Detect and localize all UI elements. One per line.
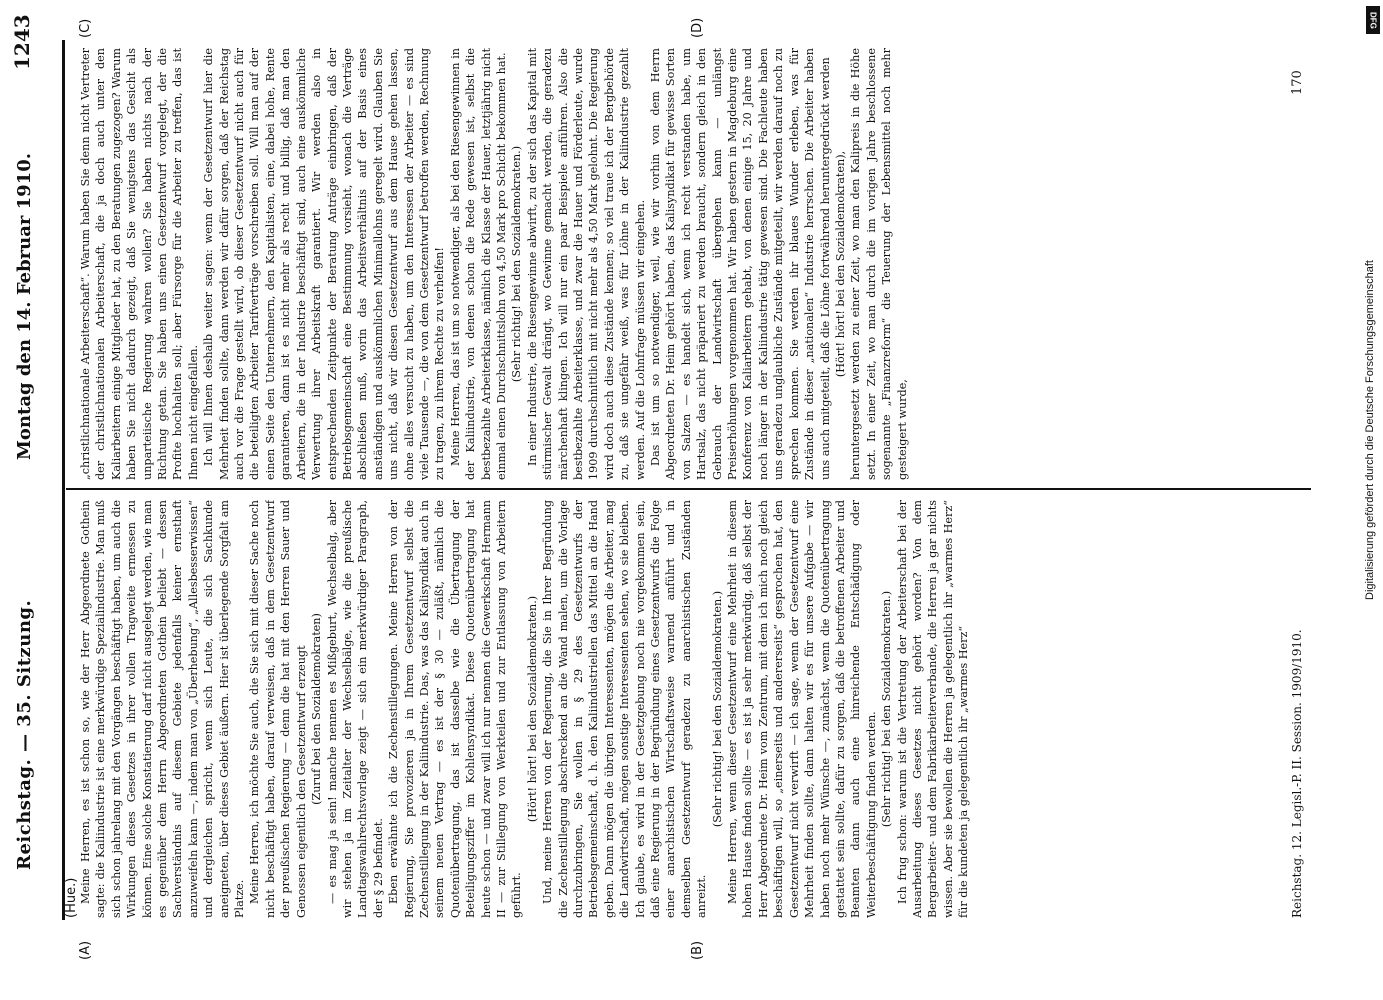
interjection: (Zuruf bei den Sozialdemokraten) (310, 613, 324, 805)
paragraph: In einer Industrie, die Riesengewinne abwirft, zu der sich das Kapital mit stürmischer Gewalt drängt, wo Gewinne gemacht werden, die geradezu märchenhaft klingen. Ich will nur ein paar Beispiele anführen. Also die bestbezahlte Arbeiterklasse, und zwar die Hauer und Förderleute, wurde 1909 durchschnittlich mit nicht mehr als 4,50 Mark gelohnt. Die Regierung wird doch auch diese Zustände kennen; so viel traue ich der Bergbehörde zu, daß sie ungefähr weiß, was für Löhne in der Kaliindustrie gezahlt werden. Auf die Lohnfrage müssen wir eingehen. (525, 48, 647, 480)
paragraph: „christlichnationale Arbeiterschaft“. Warum haben Sie denn nicht Vertreter der christlichnationalen Arbeiterschaft, die ja doch auch unter den Kaliarbeitern einige Mitglieder hat, zu den Beratungen zugezogen? Warum haben Sie nicht dadurch gezeigt, daß Sie wenigstens das Gesicht als unparteiische Regierung wahren wollen? Sie haben nichts nach der Richtung getan. Sie haben uns einen Gesetzentwurf vorgelegt, der die Profite hochhalten soll; aber Fürsorge für die Arbeiter zu treffen, das ist Ihnen nicht eingefallen. (79, 48, 200, 480)
margin-marker-a: (A) (78, 940, 93, 960)
page-number: 1243 (10, 14, 34, 70)
paragraph: Ich frug schon: warum ist die Vertretung der Arbeiterschaft bei der Ausarbeitung dieses Gesetzes nicht gehört worden? Von dem Bergarbeiter- und dem Fabrikarbeiterverbande, die Herren ja gar nichts wissen. Aber sie bewollen die Herren ja gelegentlich ihr „warmes Herz“ für die kundeten ja gelegentlich ihr „warmes Herz“ (895, 500, 971, 918)
interjection: (Hört! hört! bei den Sozialdemokraten), (833, 150, 847, 378)
paragraph: Das ist um so notwendiger, weil, wie wir vorhin von dem Herrn Abgeordneten Dr. Heim gehört haben, das Kalisyndikat für gewisse Sorten von Salzen — es handelt sich, wenn ich recht verstanden habe, um Hartsalz, das nicht präpariert zu werden braucht, sondern gleich in den Gebrauch der Landwirtschaft übergehen kann — unlängst Preiserhöhungen vorgenommen hat. Wir haben gestern in Magdeburg eine Konferenz von Kaliarbeitern gehabt, von denen einige 15, 20 Jahre und noch länger in der Kaliindustrie tätig gewesen sind. Die Fachleute haben uns geradezu unglaubliche Zustände mitgeteilt, wir werden darauf noch zu sprechen kommen. Sie werden ihr blaues Wunder erleben, was für Zustände in dieser „nationalen“ Industrie herrschen. Die Arbeiter haben uns auch mitgeteilt, daß die Löhne fortwährend heruntergedrückt werden (649, 48, 832, 480)
paragraph: heruntergesetzt werden zu einer Zeit, wo man den Kalipreis in die Höhe setzt. In einer Zeit, wo man durch die im vorigen Jahre beschlossene sogenannte „Finanzreform“ die Teuerung der Lebensmittel noch mehr gesteigert wurde, (849, 48, 909, 480)
margin-speaker: (Hue.) (64, 877, 79, 918)
paragraph: Meine Herren, das ist um so notwendiger, als bei den Riesengewinnen in der Kaliindustrie, von denen schon die Rede gewesen ist, selbst die bestbezahlte Arbeiterklasse, nämlich die Klasse der Hauer, letztjährig nicht einmal einen Durchschnittslohn von 4,50 Mark pro Schicht bekommen hat. (448, 48, 508, 480)
column-divider (66, 488, 1311, 490)
interjection: (Hört! hört! bei den Sozialdemokraten.) (525, 595, 539, 823)
header-rule (62, 40, 65, 920)
interjection: (Sehr richtig! bei den Sozialdemokraten.) (510, 145, 524, 383)
text-column-left (78, 500, 1278, 918)
paragraph: — es mag ja sein! manche nennen es Mißgeburt, Wechselbalg, aber wir stehen ja im Zeitalter der Wechselbälge, wie die preußische Landtagswahlrechtsvorlage zeigt — sich ein merkwürdiger Paragraph, der § 29 befindet. (325, 500, 385, 918)
interjection: (Sehr richtig! bei den Sozialdemokraten.) (880, 590, 894, 828)
paragraph: Eben erwähnte ich die Zechenstillegungen. Meine Herren von der Regierung, Sie provozieren ja in Ihrem Gesetzentwurf selbst die Zechenstillegung in der Kaliindustrie. Das, was das Kalisyndikat auch in seinem neuen Vertrag — es ist der § 30 — zuläßt, nämlich die Quotenübertragung, das ist dasselbe wie die Übertragung der Beteiligungsziffer im Kohlensyndikat. Diese Quotenübertragung hat heute schon — und zwar will ich nur nennen die Gewerkschaft Hermann II — zur Stillegung von Werkteilen und zur Entlassung von Arbeitern geführt. (387, 500, 524, 918)
header-left: Reichstag. — 35. Sitzung. (14, 599, 35, 870)
paragraph: Meine Herren, ich möchte Sie auch, die Sie sich mit dieser Sache noch nicht beschäftigt haben, darauf verweisen, daß in dem Gesetzentwurf der preußischen Regierung — denn die hat mit den Herren Sauer und Genossen eigentlich den Gesetzentwurf erzeugt (248, 500, 308, 918)
header-right: Montag den 14. Februar 1910. (14, 152, 35, 460)
paragraph: Ich will Ihnen deshalb weiter sagen: wenn der Gesetzentwurf hier die Mehrheit finden sollte, dann werden wir dafür sorgen, daß der Reichstag auch vor die Frage gestellt wird, ob dieser Gesetzentwurf nicht auch für die beteiligten Arbeiter Tarifverträge vorschreiben soll. Will man auf der einen Seite den Unternehmern, den Kapitalisten, eine, dabei hohe, Rente garantieren, dann ist es nicht mehr als recht und billig, daß man den Arbeitern, die in der Industrie beschäftigt sind, auch eine auskömmliche Verwertung ihrer Arbeitskraft garantiert. Wir werden also in entsprechenden Zeitpunkte der Beratung Anträge einbringen, daß der Betriebsgemeinschaft eine Bestimmung vorsieht, wonach die Verträge abschließen muß, worin das Arbeitsverhältnis auf der Basis eines anständigen und auskömmlichen Minimallohns geregelt wird. Glauben Sie uns nicht, daß wir diesen Gesetzentwurf aus dem Hause gehen lassen, ohne alles versucht zu haben, um den Interessen der Arbeiter — es sind viele Tausende —, die von dem Gesetzentwurf betroffen werden, Rechnung zu tragen, zu ihrem Rechte zu verhelfen! (202, 48, 447, 480)
text-column-right (78, 48, 1278, 480)
paragraph: Und, meine Herren von der Regierung, die Sie in Ihrer Begründung die Zechenstillegung abschreckend an die Wand malen, um die Vorlage durchzubringen, Sie wollen in § 29 des Gesetzentwurfs der Betriebsgemeinschaft, d. h. den Kaliindustriellen das Mittel an die Hand geben. Dann mögen die übrigen Interessenten, mögen die Arbeiter, mag die Landwirtschaft, mögen sonstige Interessenten sehen, wo sie bleiben. Ich glaube, es wird in der Gesetzgebung noch nie vorgekommen sein, daß eine Regierung in der Begründung eines Gesetzentwurfs die Folge einer anarchistischen Wirtschaftsweise warnend anführt und in demselben Gesetzentwurf geradezu zu anarchistischen Zuständen anreizt. (541, 500, 709, 918)
dfg-logo: DFG (1366, 6, 1380, 34)
dfg-note: Digitalisierung gefördert durch die Deutsche Forschungsgemeinschaft (1364, 260, 1376, 600)
page-header (8, 0, 42, 1000)
interjection: (Sehr richtig! bei den Sozialdemokraten.) (710, 590, 724, 828)
footer-left: Reichstag. 12. Legisl.-P. II. Session. 1909/1910. (1290, 629, 1304, 918)
paragraph: Meine Herren, es ist schon so, wie der Herr Abgeordnete Gothein sagte: die Kaliindustrie ist eine merkwürdige Spezialindustrie. Man muß sich schon jahrelang mit den Vorgängen beschäftigt haben, um auch die Wirkungen dieses Gesetzes in ihrer vollen Tragweite ermessen zu können. Eine solche Konstatierung darf nicht ausgelegt werden, wie man es gegenüber dem Herrn Abgeordneten Gothein beliebt — dessen Sachverständnis auf diesem Gebiete jedenfalls keiner ernsthaft anzuweifeln kann —, indem man von „Überhebung“, „Allesbesserwissen“ und dergleichen spricht, wenn sich Leute, die sich Sachkunde aneigneten, über dieses Gebiet äußern. Hier ist überlegende Sorgfalt am Platze. (79, 500, 247, 918)
margin-marker-b: (B) (690, 940, 705, 960)
paragraph: Meine Herren, wenn dieser Gesetzentwurf eine Mehrheit in diesem hohen Hause finden sollte — es ist ja sehr merkwürdig, daß selbst der Herr Abgeordnete Dr. Heim vom Zentrum, mit dem ich mich noch gleich beschäftigen will, so „einerseits und andererseits“ gesprochen hat, den Gesetzentwurf nicht verwirft — ich sage, wenn der Gesetzentwurf eine Mehrheit finden sollte, dann halten wir es für unsere Aufgabe — wir haben noch mehr Wünsche —, zunächst, wenn die Quotenübertragung gestattet sein sollte, dafür zu sorgen, daß die betroffenen Arbeiter und Beamten dann auch eine hinreichende Entschädigung oder Weiterbeschäftigung finden werden. (726, 500, 878, 918)
margin-marker-c: (C) (78, 18, 93, 38)
footer-page-number: 170 (1290, 70, 1305, 95)
margin-marker-d: (D) (690, 17, 705, 38)
